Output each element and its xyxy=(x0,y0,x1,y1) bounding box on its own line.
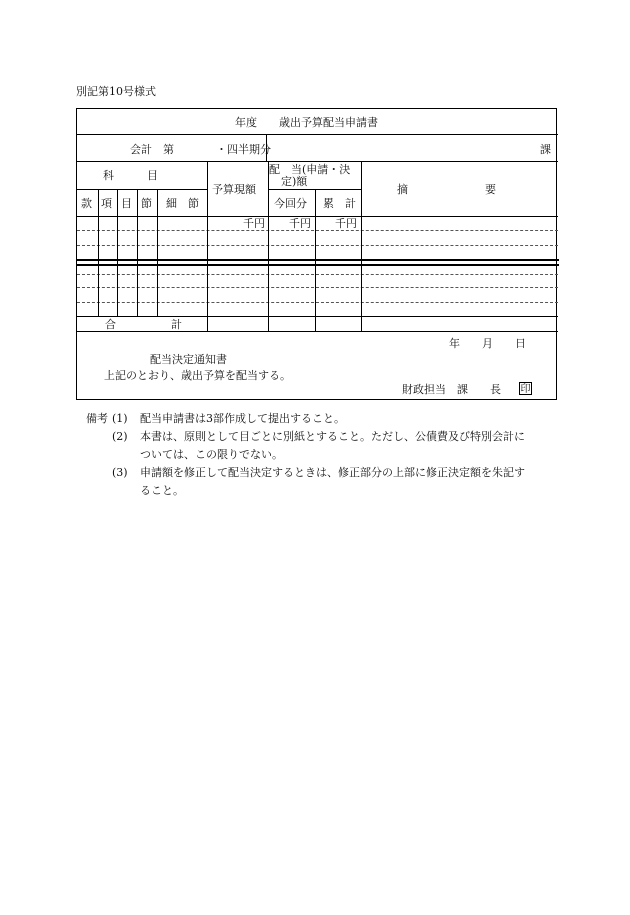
header-saisetsu: 細 節 xyxy=(166,197,199,210)
header-haitou-line1: 配 当(申請・決 xyxy=(269,163,351,176)
notice-signer: 財政担当 課 長 xyxy=(402,383,501,396)
header-ruikei: 累 計 xyxy=(323,197,356,210)
vrule-moku xyxy=(137,189,138,316)
vrule-yosan xyxy=(207,161,208,331)
remark-item xyxy=(86,410,556,428)
header-tekiyou: 摘 要 xyxy=(397,183,496,196)
rule-kamoku xyxy=(77,189,207,190)
form-number-label: 別記第10号様式 xyxy=(76,85,156,98)
remark-continuation: ついては、この限りでない。 xyxy=(140,448,283,461)
header-yosan-gengaku: 予算現額 xyxy=(212,183,256,196)
remark-item xyxy=(86,428,556,446)
remarks-lead: 備考 xyxy=(86,412,108,425)
unit-ruikei: 千円 xyxy=(335,217,357,230)
header-kan: 款 xyxy=(81,197,92,210)
seal-box: 印 xyxy=(520,384,531,395)
vrule-kou xyxy=(117,189,118,316)
remark-number: (1) xyxy=(112,412,128,425)
remark-text: 配当申請書は3部作成して提出すること。 xyxy=(140,412,345,425)
header-konkai: 今回分 xyxy=(274,197,307,210)
unit-konkai: 千円 xyxy=(289,217,311,230)
rule-accounting xyxy=(77,161,558,162)
vrule-haitou xyxy=(268,161,269,331)
rule-header-bottom xyxy=(77,216,558,217)
header-setsu: 節 xyxy=(141,197,152,210)
vrule-setsu xyxy=(157,189,158,316)
rule-title xyxy=(77,134,558,135)
remark-item xyxy=(86,464,556,482)
header-moku: 目 xyxy=(121,197,132,210)
remark-number: (3) xyxy=(112,466,128,479)
accounting-prefix: 会計 第 xyxy=(130,143,174,156)
header-kamoku: 科 目 xyxy=(103,169,158,182)
unit-yosan: 千円 xyxy=(243,217,265,230)
rule-total-top xyxy=(77,316,558,317)
total-label: 合 計 xyxy=(105,318,182,331)
section-label: 課 xyxy=(540,143,551,156)
separator-thick xyxy=(76,264,559,266)
dash-row xyxy=(77,287,558,288)
remarks xyxy=(86,410,556,500)
remark-number: (2) xyxy=(112,430,128,443)
notice-body: 上記のとおり、歳出予算を配当する。 xyxy=(104,369,291,382)
dash-row xyxy=(77,230,558,231)
header-kou: 項 xyxy=(101,197,112,210)
vrule-kan xyxy=(98,189,99,316)
notice-title: 配当決定通知書 xyxy=(150,353,227,366)
dash-row xyxy=(77,245,558,246)
quarter-label: ・四半期分 xyxy=(216,143,271,156)
dash-row xyxy=(77,274,558,275)
dash-row xyxy=(77,302,558,303)
header-haitou-line2: 定)額 xyxy=(281,175,308,188)
notice-date: 年 月 日 xyxy=(449,337,526,350)
separator-thick xyxy=(76,259,559,261)
form-title: 年度 歳出予算配当申請書 xyxy=(235,116,378,129)
vrule-tekiyou xyxy=(361,161,362,331)
remark-text: 申請額を修正して配当決定するときは、修正部分の上部に修正決定額を朱記す xyxy=(140,466,525,479)
rule-total-bottom xyxy=(77,331,558,332)
remark-text: 本書は、原則として目ごとに別紙とすること。ただし、公債費及び特別会計に xyxy=(140,430,525,443)
application-form-table xyxy=(76,108,557,400)
remark-continuation: ること。 xyxy=(140,484,184,497)
vrule-ruikei xyxy=(315,189,316,331)
